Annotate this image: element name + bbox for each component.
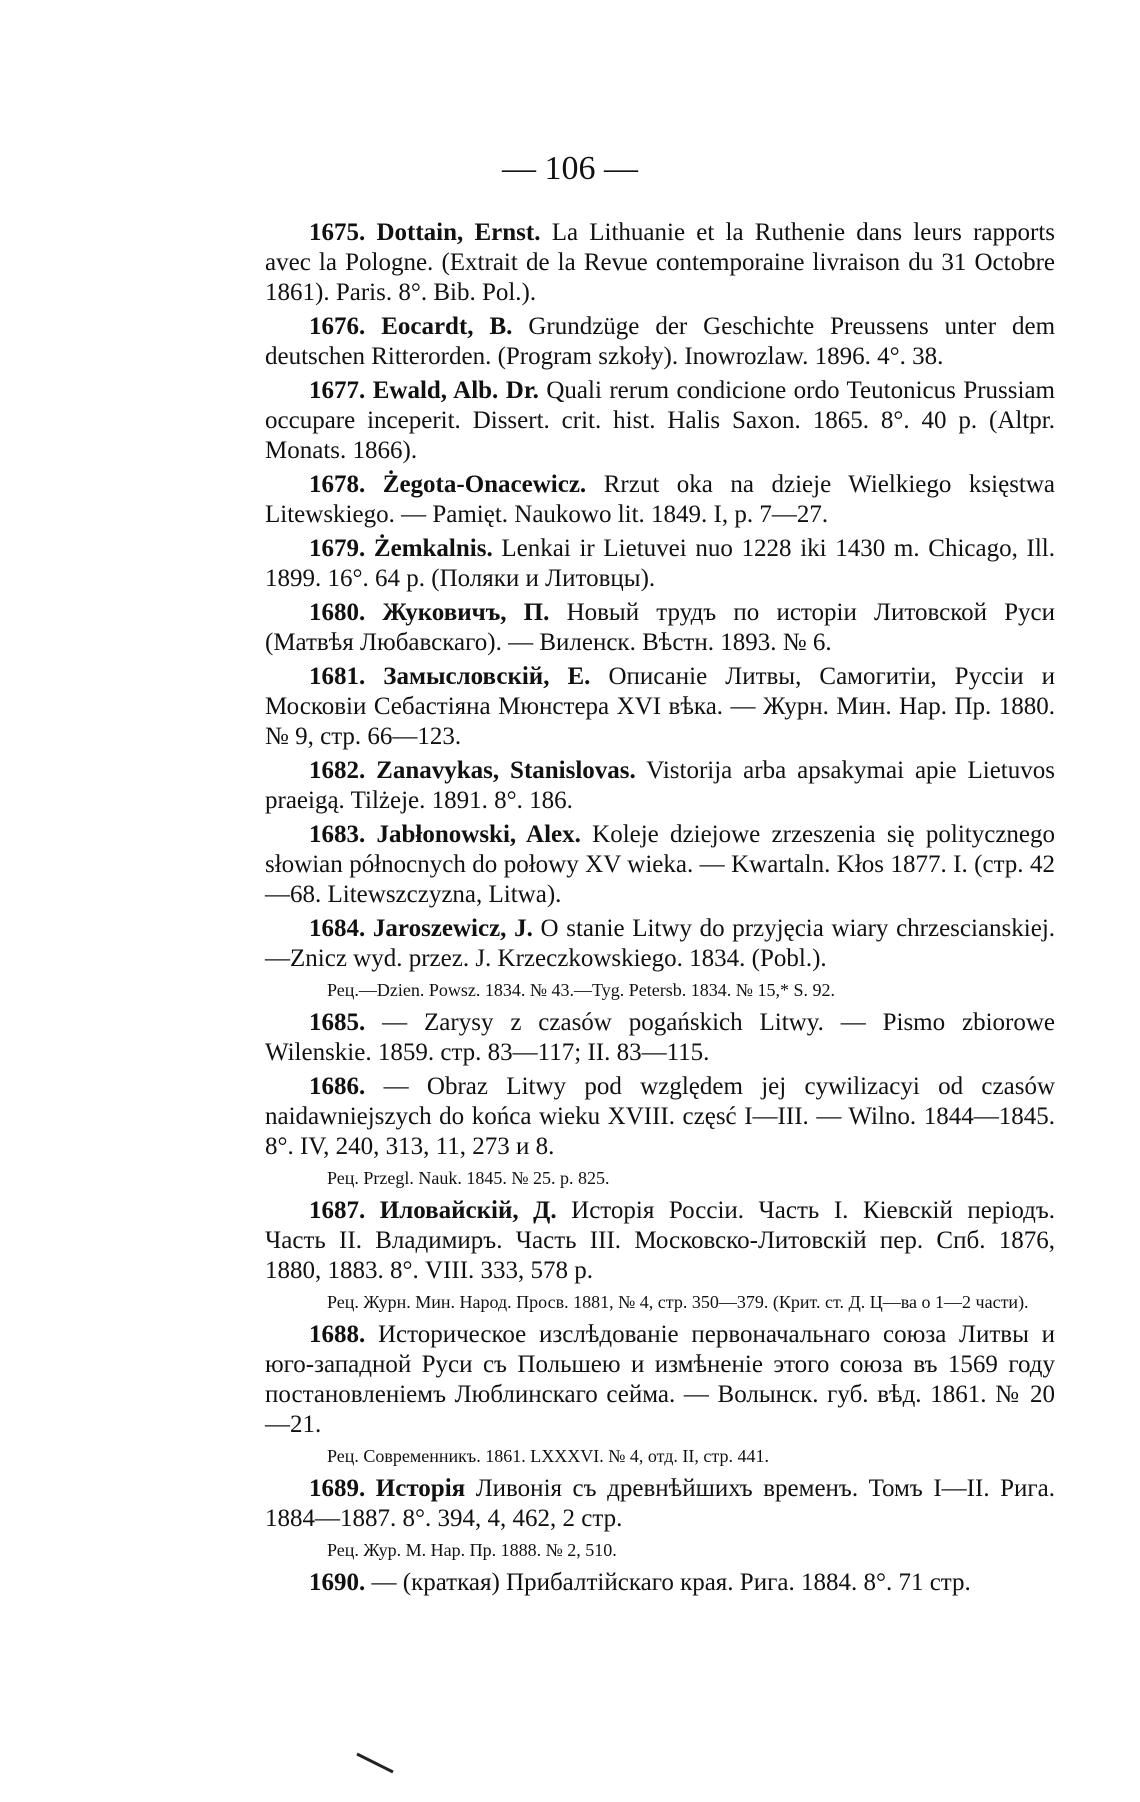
entry-text: Новый трудъ по исторіи Литовской Руси (Матвѣя Любавскаго). — Виленск. Вѣстн. 1893. № 6. xyxy=(265,599,1056,656)
review-note: Рец. Жур. М. Нар. Пр. 1888. № 2, 510. xyxy=(327,1540,617,1560)
entry-text: Ливонія съ древнѣйшихъ временъ. Томъ I—II. Рига. 1884—1887. 8°. 394, 4, 462, 2 стр. xyxy=(265,1475,1056,1532)
entry-text: — Obraz Litwy pod względem jej cywilizacyi od czasów naidawniejszych do końca wieku XVIII. częsć I—III. — Wilno. 1844—1845. 8°. IV, 240, 313, 11, 273 и 8. xyxy=(265,1073,1055,1160)
review-note: Рец. Przegl. Nauk. 1845. № 25. p. 825. xyxy=(327,1168,610,1188)
bibliography-entry xyxy=(265,756,1055,816)
entry-text: O stanie Litwy do przyjęcia wiary chrzescianskiej.—Znicz wyd. przez. J. Krzeczkowskiego. 1834. (Pobl.). xyxy=(265,915,1056,972)
bibliography-entry xyxy=(265,1072,1055,1162)
entry-text: Историческое изслѣдованіе первоначальнаго союза Литвы и юго-западной Руси съ Польшею и измѣненіе этого союза въ 1569 году постановленіемъ Люблинскаго сейма. — Волынск. губ. вѣд. 1861. № 20—21. xyxy=(265,1321,1055,1438)
bibliography-entry xyxy=(265,598,1055,658)
entry-text: Описаніе Литвы, Самогитіи, Руссіи и Московіи Себастіяна Мюнстера XVI вѣка. — Журн. Мин. Нар. Пр. 1880. № 9, стр. 66—123. xyxy=(265,663,1056,750)
entry-number: 1689. xyxy=(309,1475,366,1502)
entry-author: Jaroszewicz, J. xyxy=(372,915,533,942)
entry-text: Исторія Россіи. Часть I. Кіевскій періодъ. Часть II. Владимиръ. Часть III. Московско-Литовскій пер. Спб. 1876, 1880, 1883. 8°. VIII. 333, 578 р. xyxy=(265,1197,1056,1284)
entry-author: Иловайскій, Д. xyxy=(379,1197,557,1224)
bibliography-list xyxy=(265,218,1055,1602)
bibliography-entry xyxy=(265,820,1055,910)
review-note: Рец. Современникъ. 1861. LXXXVI. № 4, отд. II, стр. 441. xyxy=(327,1446,769,1466)
entry-text: — (краткая) Прибалтійскаго края. Рига. 1884. 8°. 71 стр. xyxy=(371,1569,971,1596)
entry-number: 1675. xyxy=(309,219,366,246)
entry-number: 1690. xyxy=(309,1569,366,1596)
entry-number: 1687. xyxy=(309,1197,366,1224)
bibliography-entry xyxy=(265,1568,1055,1598)
page-number: — 106 — xyxy=(502,150,638,187)
bibliography-entry xyxy=(265,312,1055,372)
bibliography-entry xyxy=(265,470,1055,530)
entry-text: La Lithuanie et la Ruthenie dans leurs rapports avec la Pologne. (Extrait de la Revue contemporaine livraison du 31 Octobre 1861). Paris. 8°. Bib. Pol.). xyxy=(265,219,1056,306)
entry-number: 1676. xyxy=(309,313,366,340)
entry-author: Dottain, Ernst. xyxy=(376,219,541,246)
entry-text: Lenkai ir Lietuvei nuo 1228 iki 1430 m. Chicago, Ill. 1899. 16°. 64 p. (Поляки и Литовцы). xyxy=(265,535,1055,592)
entry-text: Rrzut oka na dzieje Wielkiego księstwa Litewskiego. — Pamięt. Naukowo lit. 1849. I, p. 7—27. xyxy=(265,471,1056,528)
entry-author: Żegota-Onacewicz. xyxy=(382,471,587,498)
entry-number: 1685. xyxy=(309,1009,366,1036)
entry-number: 1684. xyxy=(309,915,366,942)
entry-author: Ewald, Alb. Dr. xyxy=(372,377,539,404)
review-note: Рец. Журн. Мин. Народ. Просв. 1881, № 4, стр. 350—379. (Крит. ст. Д. Ц—ва о 1—2 части). xyxy=(327,1292,1029,1312)
entry-author: Исторія xyxy=(375,1475,466,1502)
review-note: Рец.—Dzien. Powsz. 1834. № 43.—Tyg. Petersb. 1834. № 15,* S. 92. xyxy=(327,980,835,1000)
entry-author: Жуковичъ, П. xyxy=(382,599,550,626)
entry-number: 1688. xyxy=(309,1321,366,1348)
entry-number: 1678. xyxy=(309,471,366,498)
bibliography-entry xyxy=(265,1008,1055,1068)
entry-text: Vistorija arba apsakymai apie Lietuvos praeigą. Tilżeje. 1891. 8°. 186. xyxy=(265,757,1055,814)
entry-author: Zanavykas, Stanislovas. xyxy=(376,757,636,784)
bibliography-entry xyxy=(265,534,1055,594)
entry-text: Grundzüge der Geschichte Preussens unter dem deutschen Ritterorden. (Program szkoły). Inowrozlaw. 1896. 4°. 38. xyxy=(265,313,1056,370)
entry-number: 1686. xyxy=(309,1073,366,1100)
bibliography-entry xyxy=(265,1196,1055,1286)
entry-author: Żemkalnis. xyxy=(373,535,493,562)
stray-ink-mark-icon xyxy=(355,1750,395,1774)
bibliography-entry xyxy=(265,1320,1055,1440)
bibliography-entry xyxy=(265,376,1055,466)
entry-author: Jabłonowski, Alex. xyxy=(376,821,581,848)
entry-number: 1679. xyxy=(309,535,366,562)
entry-number: 1682. xyxy=(309,757,366,784)
entry-text: Quali rerum condicione ordo Teutonicus Prussiam occupare inceperit. Dissert. crit. hist. Halis Saxon. 1865. 8°. 40 p. (Altpr. Monats. 1866). xyxy=(265,377,1055,464)
entry-author: Замысловскій, Е. xyxy=(383,663,591,690)
entry-number: 1683. xyxy=(309,821,366,848)
bibliography-entry xyxy=(265,662,1055,752)
entry-text: Koleje dziejowe zrzeszenia się politycznego słowian północnych do połowy XV wieka. — Kwartaln. Kłos 1877. I. (стр. 42—68. Litewszczyzna, Litwa). xyxy=(265,821,1056,908)
bibliography-entry xyxy=(265,218,1055,308)
entry-author: Eocardt, B. xyxy=(381,313,513,340)
entry-number: 1680. xyxy=(309,599,366,626)
entry-number: 1681. xyxy=(309,663,366,690)
entry-number: 1677. xyxy=(309,377,366,404)
bibliography-entry xyxy=(265,914,1055,974)
entry-text: — Zarysy z czasów pogańskich Litwy. — Pismo zbiorowe Wilenskie. 1859. стр. 83—117; II. 83—115. xyxy=(265,1009,1056,1066)
bibliography-entry xyxy=(265,1474,1055,1534)
